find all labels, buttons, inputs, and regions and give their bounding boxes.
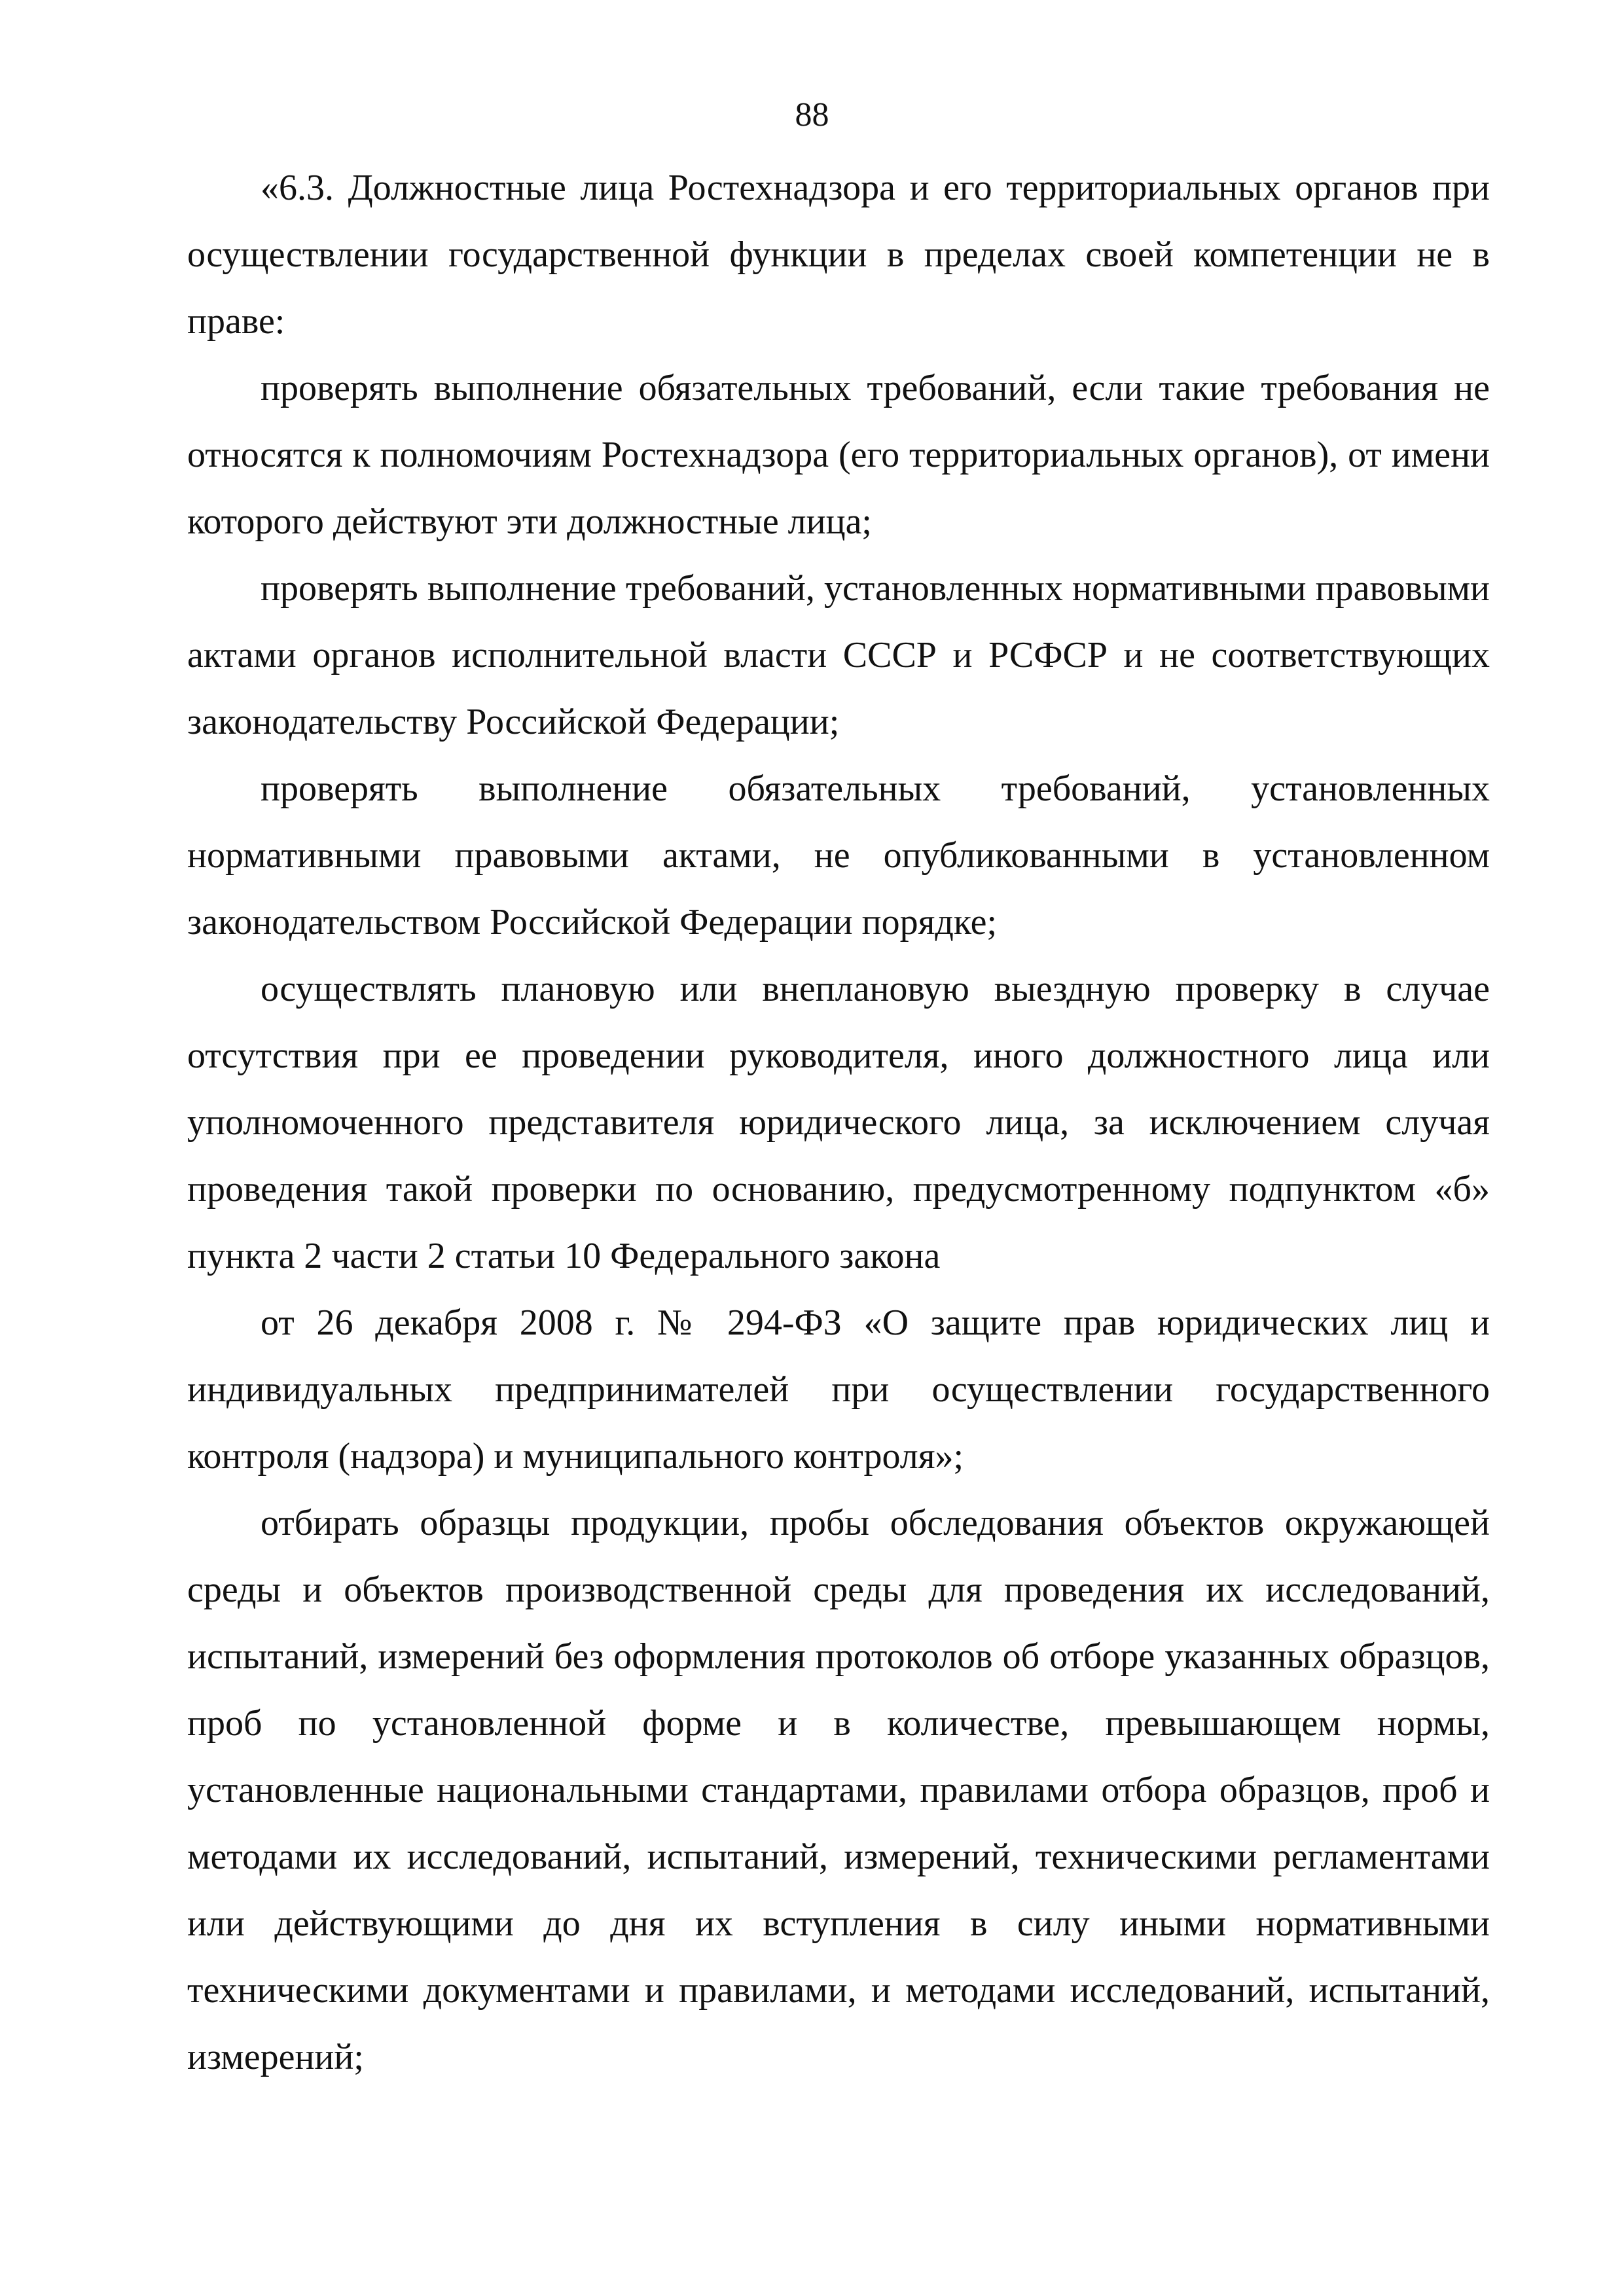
paragraph-prohibition-2: проверять выполнение требований, установленных нормативными правовыми актами органов исполнительной власти СССР и РСФСР и не соответствующих законодательству Российской Федерации; [187,568,1490,742]
document-body [187,154,1490,2090]
paragraph-prohibition-4: осуществлять плановую или внеплановую выездную проверку в случае отсутствия при ее проведении руководителя, иного должностного лица или уполномоченного представителя юридического лица, за исключением случая проведения такой проверки по основанию, предусмотренному подпунктом «б» пункта 2 части 2 статьи 10 Федерального закона [187,969,1490,1276]
paragraph-prohibition-5: отбирать образцы продукции, пробы обследования объектов окружающей среды и объектов производственной среды для проведения их исследований, испытаний, измерений без оформления протоколов об отборе указанных образцов, проб по установленной форме и в количестве, превышающем нормы, установленные национальными стандартами, правилами отбора образцов, проб и методами их исследований, испытаний, измерений, техническими регламентами или действующими до дня их вступления в силу иными нормативными техническими документами и правилами, и методами исследований, испытаний, измерений; [187,1503,1490,2077]
paragraph-clause-6-3-intro: «6.3. Должностные лица Ростехнадзора и его территориальных органов при осуществлении государственной функции в пределах своей компетенции не в праве: [187,168,1490,342]
paragraph-law-reference: от 26 декабря 2008 г. № 294-ФЗ «О защите прав юридических лиц и индивидуальных предпринимателей при осуществлении государственного контроля (надзора) и муниципального контроля»; [187,1302,1490,1477]
paragraph-prohibition-1: проверять выполнение обязательных требований, если такие требования не относятся к полномочиям Ростехнадзора (его территориальных органов), от имени которого действуют эти должностные лица; [187,368,1490,542]
paragraph-prohibition-3: проверять выполнение обязательных требований, установленных нормативными правовыми актами, не опубликованными в установленном законодательством Российской Федерации порядке; [187,768,1490,942]
page-number: 88 [795,96,829,134]
